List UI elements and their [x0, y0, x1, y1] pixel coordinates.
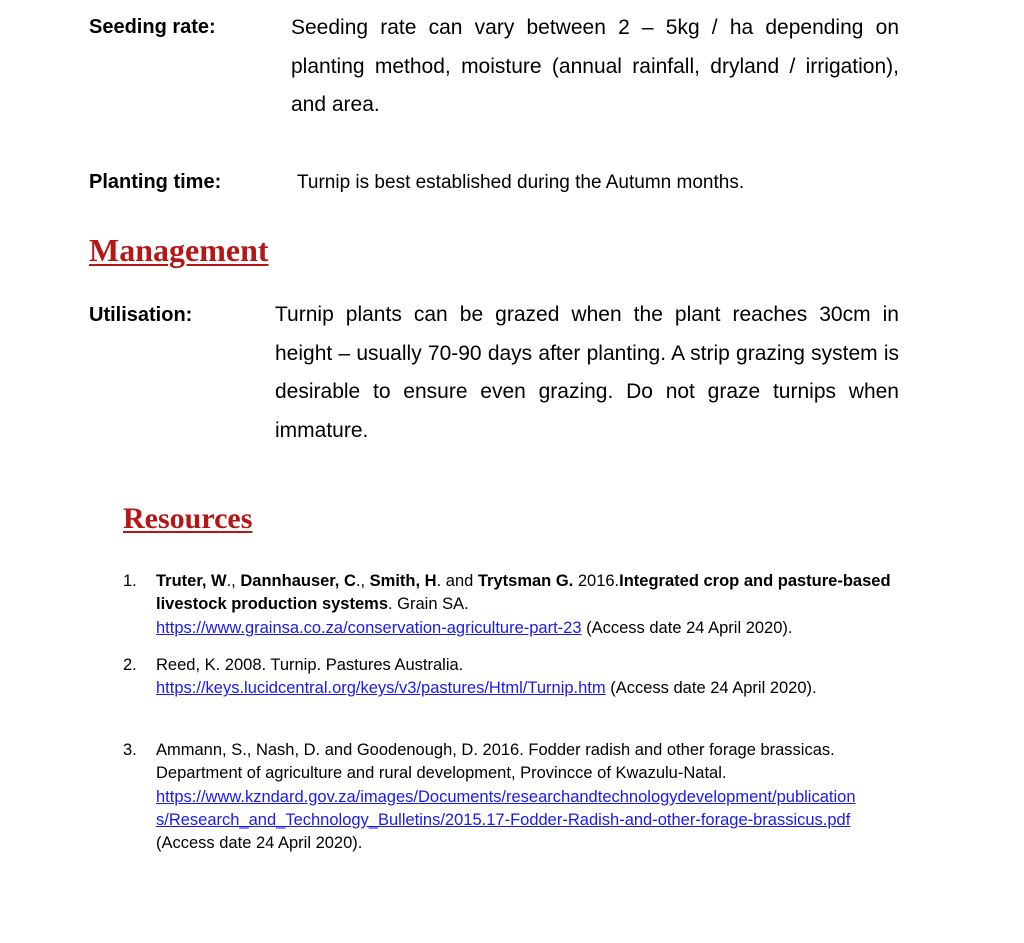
seeding-rate-definition: Seeding rate can vary between 2 – 5kg / ha depending on planting method, moisture (annual rainfall, dryland / irrigation), and area.	[291, 16, 899, 117]
author-smith: Smith, H	[369, 572, 437, 590]
reference-number: 1.	[123, 572, 137, 590]
reference-access-date: (Access date 24 April 2020).	[605, 679, 817, 698]
reference-year: 2016.	[573, 572, 620, 590]
management-heading: Management	[89, 232, 269, 268]
reference-citation: Reed, K. 2008. Turnip. Pastures Australia.	[156, 656, 464, 674]
reference-access-date: (Access date 24 April 2020).	[156, 834, 363, 853]
utilisation-definition	[275, 296, 899, 451]
planting-time-term: Planting time:	[89, 171, 222, 193]
reference-link-2[interactable]: https://keys.lucidcentral.org/keys/v3/pastures/Html/Turnip.htm	[156, 679, 606, 698]
utilisation-text: Turnip plants can be grazed when the plant reaches 30cm in height – usually 70-90 days after planting. A strip grazing system is desirable to ensure even grazing. Do not graze turnips when immature.	[275, 303, 899, 443]
resources-heading: Resources	[123, 502, 253, 535]
reference-number: 3.	[123, 741, 137, 759]
utilisation-term: Utilisation:	[89, 304, 193, 326]
reference-link-1[interactable]: https://www.grainsa.co.za/conservation-agriculture-part-23	[156, 618, 582, 637]
reference-item-2	[123, 654, 893, 701]
reference-item-1: 1. Truter, W., Dannhauser, C., Smith, H. and Trytsman G. 2016.Integrated crop and pasture-based livestock production systems. Grain SA. https://www.grainsa.co.za/conservation-agriculture-part-23 (Access date 24 April 2020).	[123, 572, 891, 637]
reference-citation: Ammann, S., Nash, D. and Goodenough, D. 2016. Fodder radish and other forage brassicas. Department of agriculture and rural development, Provincce of Kwazulu-Natal.	[156, 741, 835, 783]
reference-number: 2.	[123, 656, 137, 674]
reference-link-3[interactable]: https://www.kzndard.gov.za/images/Documents/researchandtechnologydevelopment/publications/Research_and_Technology_Bulletins/2015.17-Fodder-Radish-and-other-forage-brassicus.pdf	[156, 787, 856, 829]
reference-title: Integrated crop and pasture-based livestock production systems	[156, 572, 891, 614]
author-truter: Truter, W	[156, 572, 227, 590]
reference-publisher: . Grain SA.	[388, 595, 469, 614]
planting-time-definition: Turnip is best established during the Autumn months.	[297, 172, 745, 193]
author-dannhauser: Dannhauser, C	[240, 572, 356, 590]
seeding-rate-term: Seeding rate:	[89, 16, 216, 38]
reference-item-3	[123, 739, 893, 855]
reference-access-date: (Access date 24 April 2020).	[581, 618, 793, 637]
author-trytsman: Trytsman G.	[477, 572, 574, 590]
